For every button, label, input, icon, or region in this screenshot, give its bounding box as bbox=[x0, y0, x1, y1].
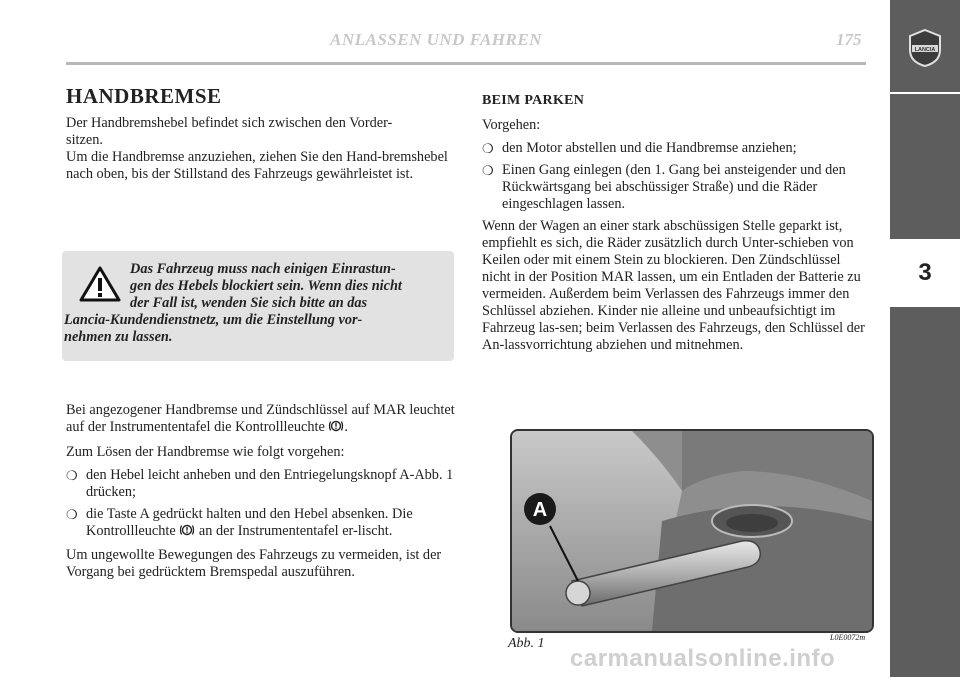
bullet-text bbox=[86, 506, 456, 542]
bullet-text: Einen Gang einlegen (den 1. Gang bei ansteigender und den Rückwärtsgang bei abschüssiger Straße) und die Räder eingeschlagen lassen. bbox=[502, 162, 846, 212]
list-item bbox=[482, 140, 868, 157]
right-column bbox=[482, 92, 868, 360]
intro-line-1: Der Handbremshebel befindet sich zwischen den Vorder- bbox=[66, 115, 393, 131]
parking-heading: BEIM PARKEN bbox=[482, 93, 585, 108]
bullet-text: den Hebel leicht anheben und den Entriegelungsknopf A-Abb. 1 drücken; bbox=[86, 467, 454, 500]
warning-line: Lancia-Kundendienstnetz, um die Einstellung vor- bbox=[64, 312, 363, 328]
bullet-text-part: an der Instrumententafel er-lischt. bbox=[198, 523, 393, 539]
intro-line-2: sitzen. bbox=[66, 132, 103, 148]
chapter-number: 3 bbox=[918, 259, 932, 286]
bullet-mark: ❍ bbox=[66, 507, 78, 522]
lancia-logo-icon bbox=[906, 28, 944, 73]
logo-text: LANCIA bbox=[914, 47, 936, 53]
mar-text: Bei angezogener Handbremse und Zündschlüssel auf MAR leuchtet auf der Instrumententafel die Kontrollleuchte bbox=[66, 402, 455, 435]
closing-paragraph: Um ungewollte Bewegungen des Fahrzeugs zu vermeiden, ist der Vorgang bei gedrücktem Bremspedal auszuführen. bbox=[66, 547, 442, 580]
chapter-tab[interactable] bbox=[890, 241, 960, 305]
watermark: carmanualsonline.info bbox=[570, 645, 836, 672]
intro-paragraph bbox=[66, 115, 452, 149]
sidebar-divider bbox=[890, 92, 960, 94]
warning-text bbox=[64, 261, 442, 346]
brake-warning-lamp-icon bbox=[179, 523, 195, 542]
intro-paragraph-2: Um die Handbremse anzuziehen, ziehen Sie den Hand-bremshebel nach oben, bis der Stillstand des Fahrzeugs gewährleistet ist. bbox=[66, 149, 448, 182]
list-item bbox=[66, 467, 456, 501]
list-item bbox=[66, 506, 456, 542]
warning-box bbox=[62, 251, 454, 361]
list-item bbox=[482, 162, 868, 213]
page-number: 175 bbox=[836, 30, 862, 49]
release-intro: Zum Lösen der Handbremse wie folgt vorgehen: bbox=[66, 444, 345, 460]
header-rule bbox=[66, 62, 866, 65]
procedure-label: Vorgehen: bbox=[482, 117, 541, 133]
sidebar-divider bbox=[890, 305, 960, 307]
left-column-lower bbox=[66, 402, 456, 587]
brake-warning-lamp-icon bbox=[328, 419, 344, 438]
section-title: ANLASSEN UND FAHREN bbox=[330, 30, 542, 49]
left-column bbox=[66, 84, 452, 189]
figure-label-a: A bbox=[532, 499, 548, 521]
bullet-text: den Motor abstellen und die Handbremse anziehen; bbox=[502, 140, 797, 156]
mar-paragraph: Bei angezogener Handbremse und Zündschlüssel auf MAR leuchtet auf der Instrumententafel die Kontrollleuchte . bbox=[66, 402, 456, 438]
bullet-mark: ❍ bbox=[66, 468, 78, 483]
warning-line: gen des Hebels blockiert sein. Wenn dies nicht bbox=[130, 278, 402, 294]
warning-line: nehmen zu lassen. bbox=[64, 329, 173, 345]
bullet-mark: ❍ bbox=[482, 141, 494, 156]
chapter-sidebar bbox=[890, 0, 960, 677]
bullet-mark: ❍ bbox=[482, 163, 494, 178]
bullet-text-part: die Taste A gedrückt halten und den Hebel absenken. Die Kontrollleuchte bbox=[86, 506, 413, 539]
handbrake-figure bbox=[510, 429, 874, 633]
figure-caption: Abb. 1 bbox=[508, 636, 545, 651]
figure-code: L0E0072m bbox=[830, 633, 866, 642]
section-heading: HANDBREMSE bbox=[66, 84, 222, 108]
warning-line: Das Fahrzeug muss nach einigen Einrastun- bbox=[130, 261, 396, 277]
warning-line: der Fall ist, wenden Sie sich bitte an das bbox=[130, 295, 368, 311]
parking-paragraph: Wenn der Wagen an einer stark abschüssigen Stelle geparkt ist, empfiehlt es sich, die Räder zusätzlich durch Unter-schieben von Keilen oder mit einem Stein zu blockieren. Den Zündschlüssel nicht in der Position MAR lassen, um ein Entladen der Batterie zu vermeiden. Außerdem beim Verlassen des Fahrzeugs immer den Schlüssel abziehen. Kinder nie alleine und unbeaufsichtigt im Fahrzeug las-sen; beim Verlassen des Fahrzeugs, den Schlüssel der An-lassvorrichtung abziehen und mitnehmen. bbox=[482, 218, 865, 353]
